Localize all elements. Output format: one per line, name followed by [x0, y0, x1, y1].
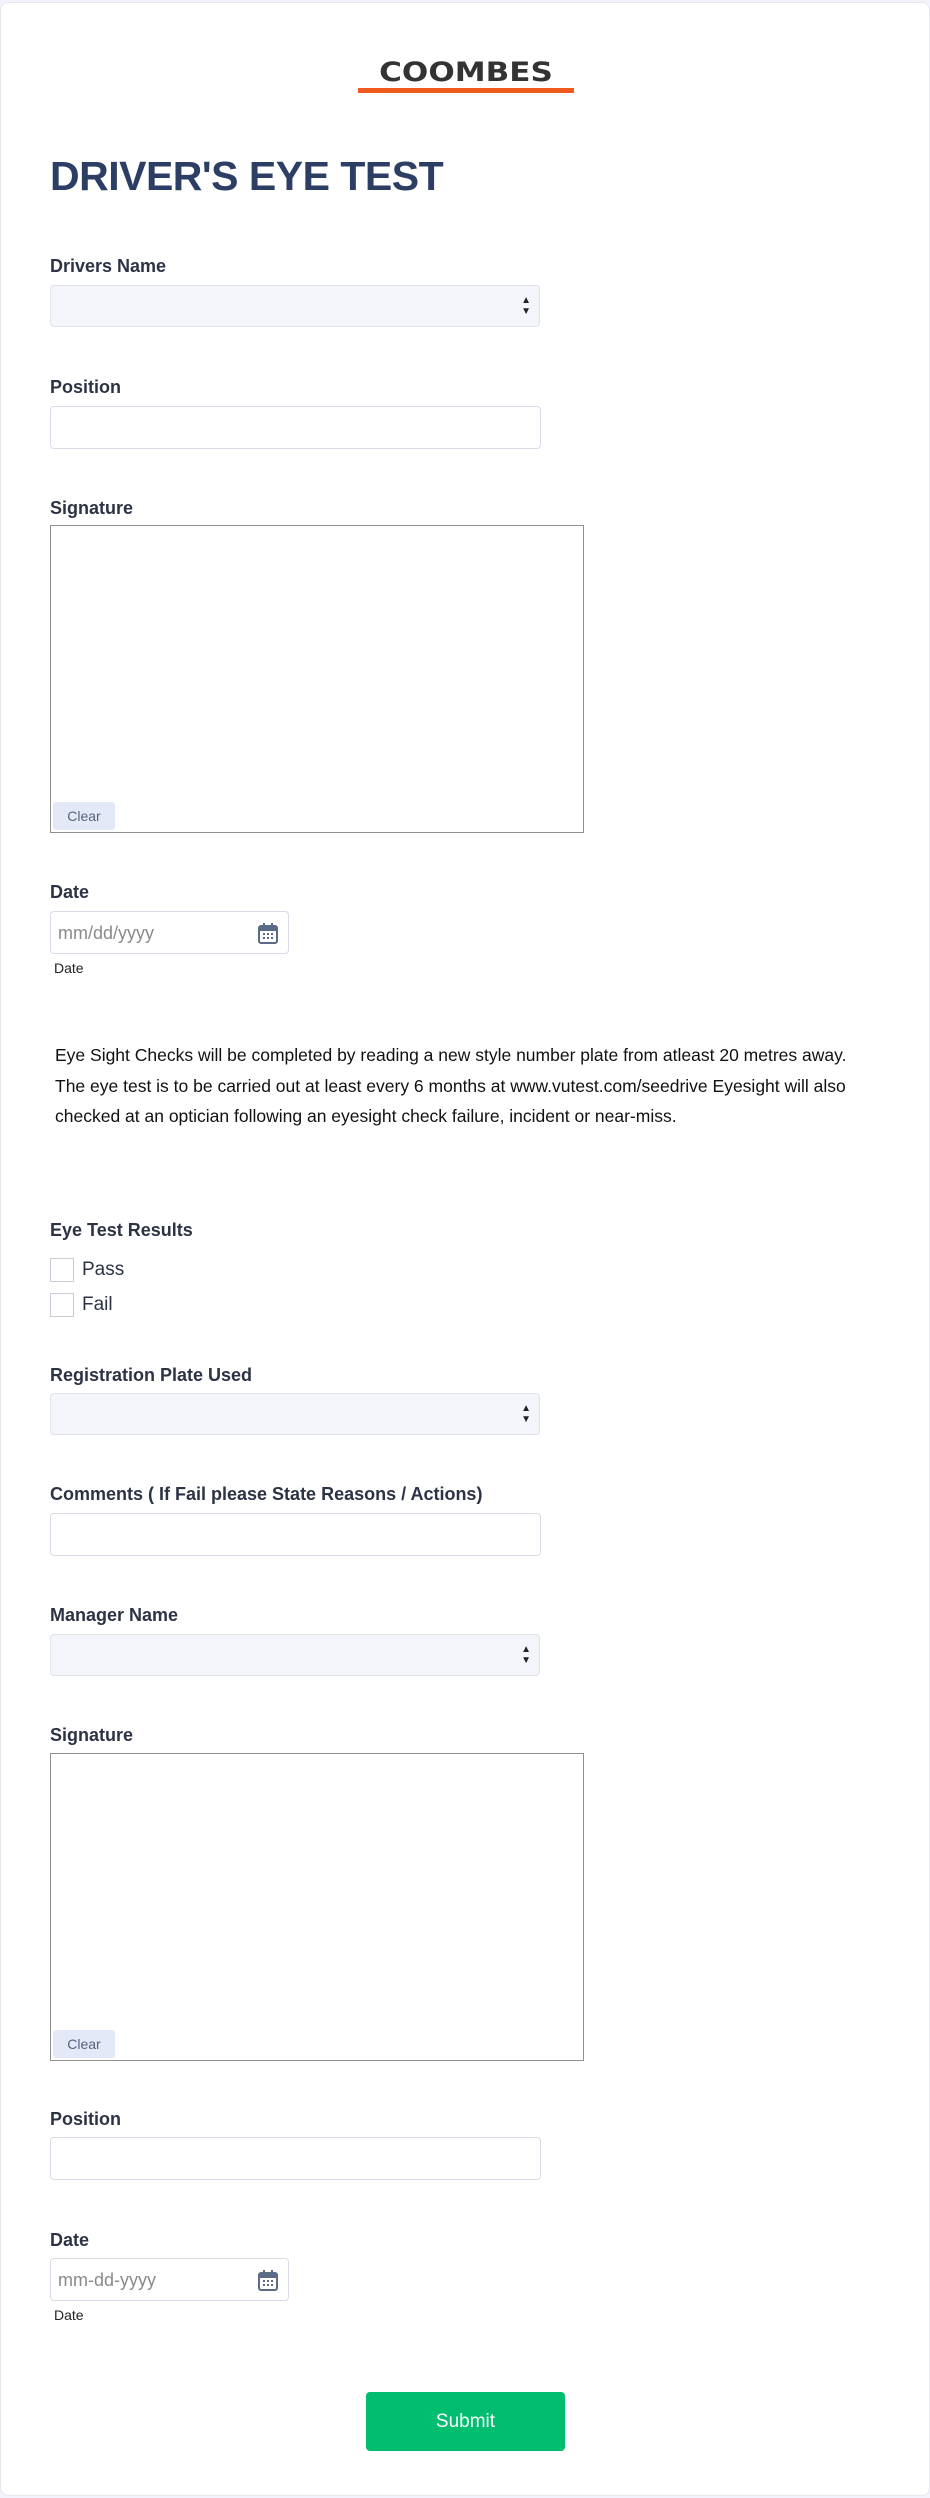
position-input[interactable] — [50, 406, 541, 449]
date-input[interactable]: mm/dd/yyyy — [50, 911, 289, 954]
manager-signature-pad[interactable] — [50, 1753, 584, 2061]
eye-test-results-label: Eye Test Results — [50, 1220, 193, 1240]
manager-name-label: Manager Name — [50, 1605, 179, 1625]
signature-pad[interactable] — [50, 525, 584, 833]
manager-position-input[interactable] — [50, 2137, 541, 2180]
select-arrows-icon: ▲ ▼ — [521, 295, 531, 317]
drivers-name-label: Drivers Name — [50, 256, 167, 276]
submit-button[interactable]: Submit — [366, 2392, 565, 2451]
manager-name-select[interactable] — [50, 1634, 540, 1676]
signature-clear-button[interactable]: Clear — [53, 802, 115, 830]
comments-input[interactable] — [50, 1513, 541, 1556]
select-arrows-icon: ▲ ▼ — [521, 1644, 531, 1666]
page-title: DRIVER'S EYE TEST — [50, 153, 444, 199]
manager-date-label: Date — [50, 2230, 90, 2250]
manager-position-label: Position — [50, 2109, 121, 2129]
pass-checkbox[interactable] — [50, 1258, 74, 1282]
manager-signature-clear-button[interactable]: Clear — [53, 2030, 115, 2058]
fail-label[interactable]: Fail — [82, 1294, 113, 1315]
signature-label: Signature — [50, 498, 134, 518]
form-card — [0, 2, 930, 2496]
registration-plate-select[interactable] — [50, 1393, 540, 1435]
date-sublabel: Date — [54, 960, 84, 976]
drivers-name-select[interactable] — [50, 285, 540, 327]
calendar-icon[interactable] — [258, 2269, 278, 2291]
manager-date-input[interactable]: mm-dd-yyyy — [50, 2258, 289, 2301]
manager-signature-label: Signature — [50, 1725, 134, 1745]
calendar-icon[interactable] — [258, 922, 278, 944]
date-label: Date — [50, 882, 90, 902]
pass-label[interactable]: Pass — [82, 1259, 125, 1280]
fail-checkbox[interactable] — [50, 1293, 74, 1317]
comments-label: Comments ( If Fail please State Reasons / Actions) — [50, 1484, 483, 1504]
position-label: Position — [50, 377, 121, 397]
select-arrows-icon: ▲ ▼ — [521, 1403, 531, 1425]
manager-date-sublabel: Date — [54, 2307, 84, 2323]
coombes-logo: COOMBES — [358, 59, 574, 91]
registration-plate-label: Registration Plate Used — [50, 1365, 253, 1385]
logo-underline — [358, 88, 574, 93]
eye-sight-info-text: Eye Sight Checks will be completed by reading a new style number plate from atleast 20 metres away. The eye test is to be carried out at least every 6 months at www.vutest.com/seedrive Eyesight will also checked at an optician following an eyesight check failure, incident or near-miss. — [55, 1045, 847, 1126]
